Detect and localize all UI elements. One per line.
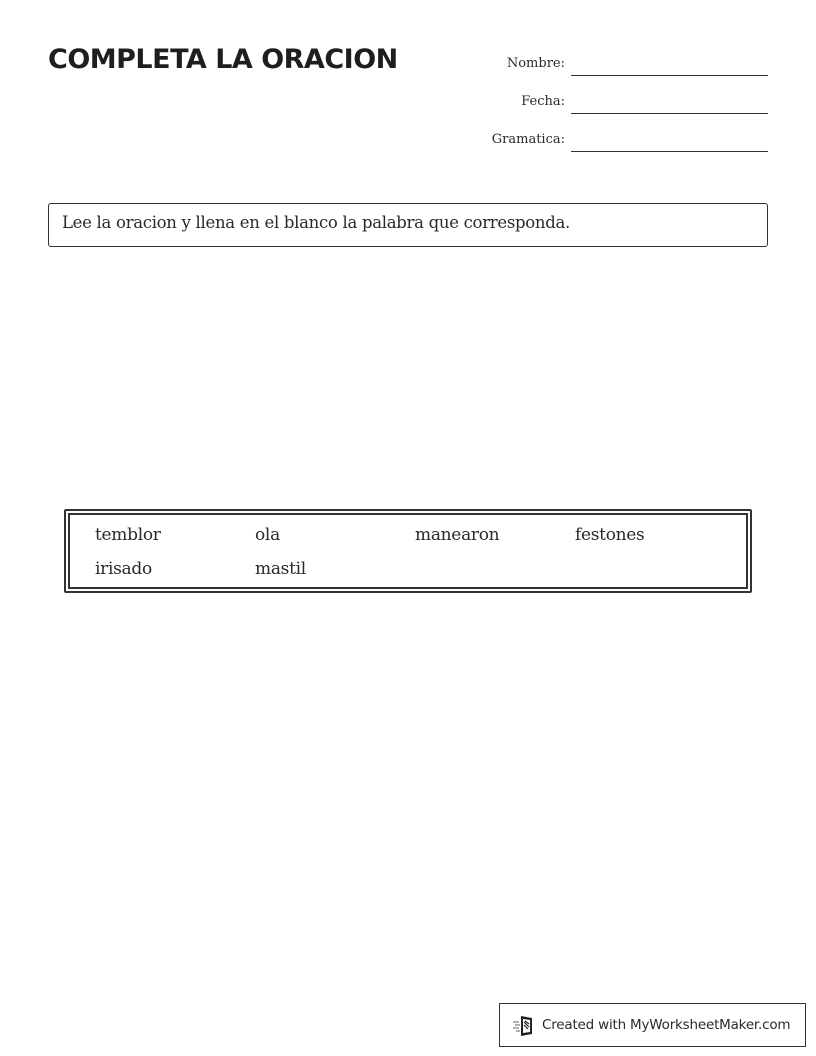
date-label: Fecha:	[521, 94, 565, 109]
footer-credit[interactable]	[499, 1003, 806, 1047]
page-title: COMPLETA LA ORACION	[48, 44, 398, 75]
word-bank-item: irisado	[95, 559, 152, 579]
instructions-text: Lee la oracion y llena en el blanco la palabra que corresponda.	[62, 213, 570, 232]
word-bank-inner	[68, 513, 748, 589]
date-field[interactable]	[470, 90, 768, 114]
word-bank-item: festones	[575, 525, 645, 545]
instructions-box	[48, 203, 768, 247]
grammar-field[interactable]	[470, 128, 768, 152]
worksheet-maker-logo-icon	[512, 1013, 536, 1037]
date-line[interactable]	[571, 113, 768, 114]
word-bank-item: mastil	[255, 559, 306, 579]
name-label: Nombre:	[506, 56, 565, 71]
grammar-line[interactable]	[571, 151, 768, 152]
word-bank	[64, 509, 752, 593]
word-bank-item: temblor	[95, 525, 161, 545]
word-bank-item: ola	[255, 525, 280, 545]
name-line[interactable]	[571, 75, 768, 76]
grammar-label: Gramatica:	[491, 132, 565, 147]
footer-text[interactable]: Created with MyWorksheetMaker.com	[542, 1017, 791, 1033]
name-field[interactable]	[470, 52, 768, 76]
word-bank-item: manearon	[415, 525, 500, 545]
